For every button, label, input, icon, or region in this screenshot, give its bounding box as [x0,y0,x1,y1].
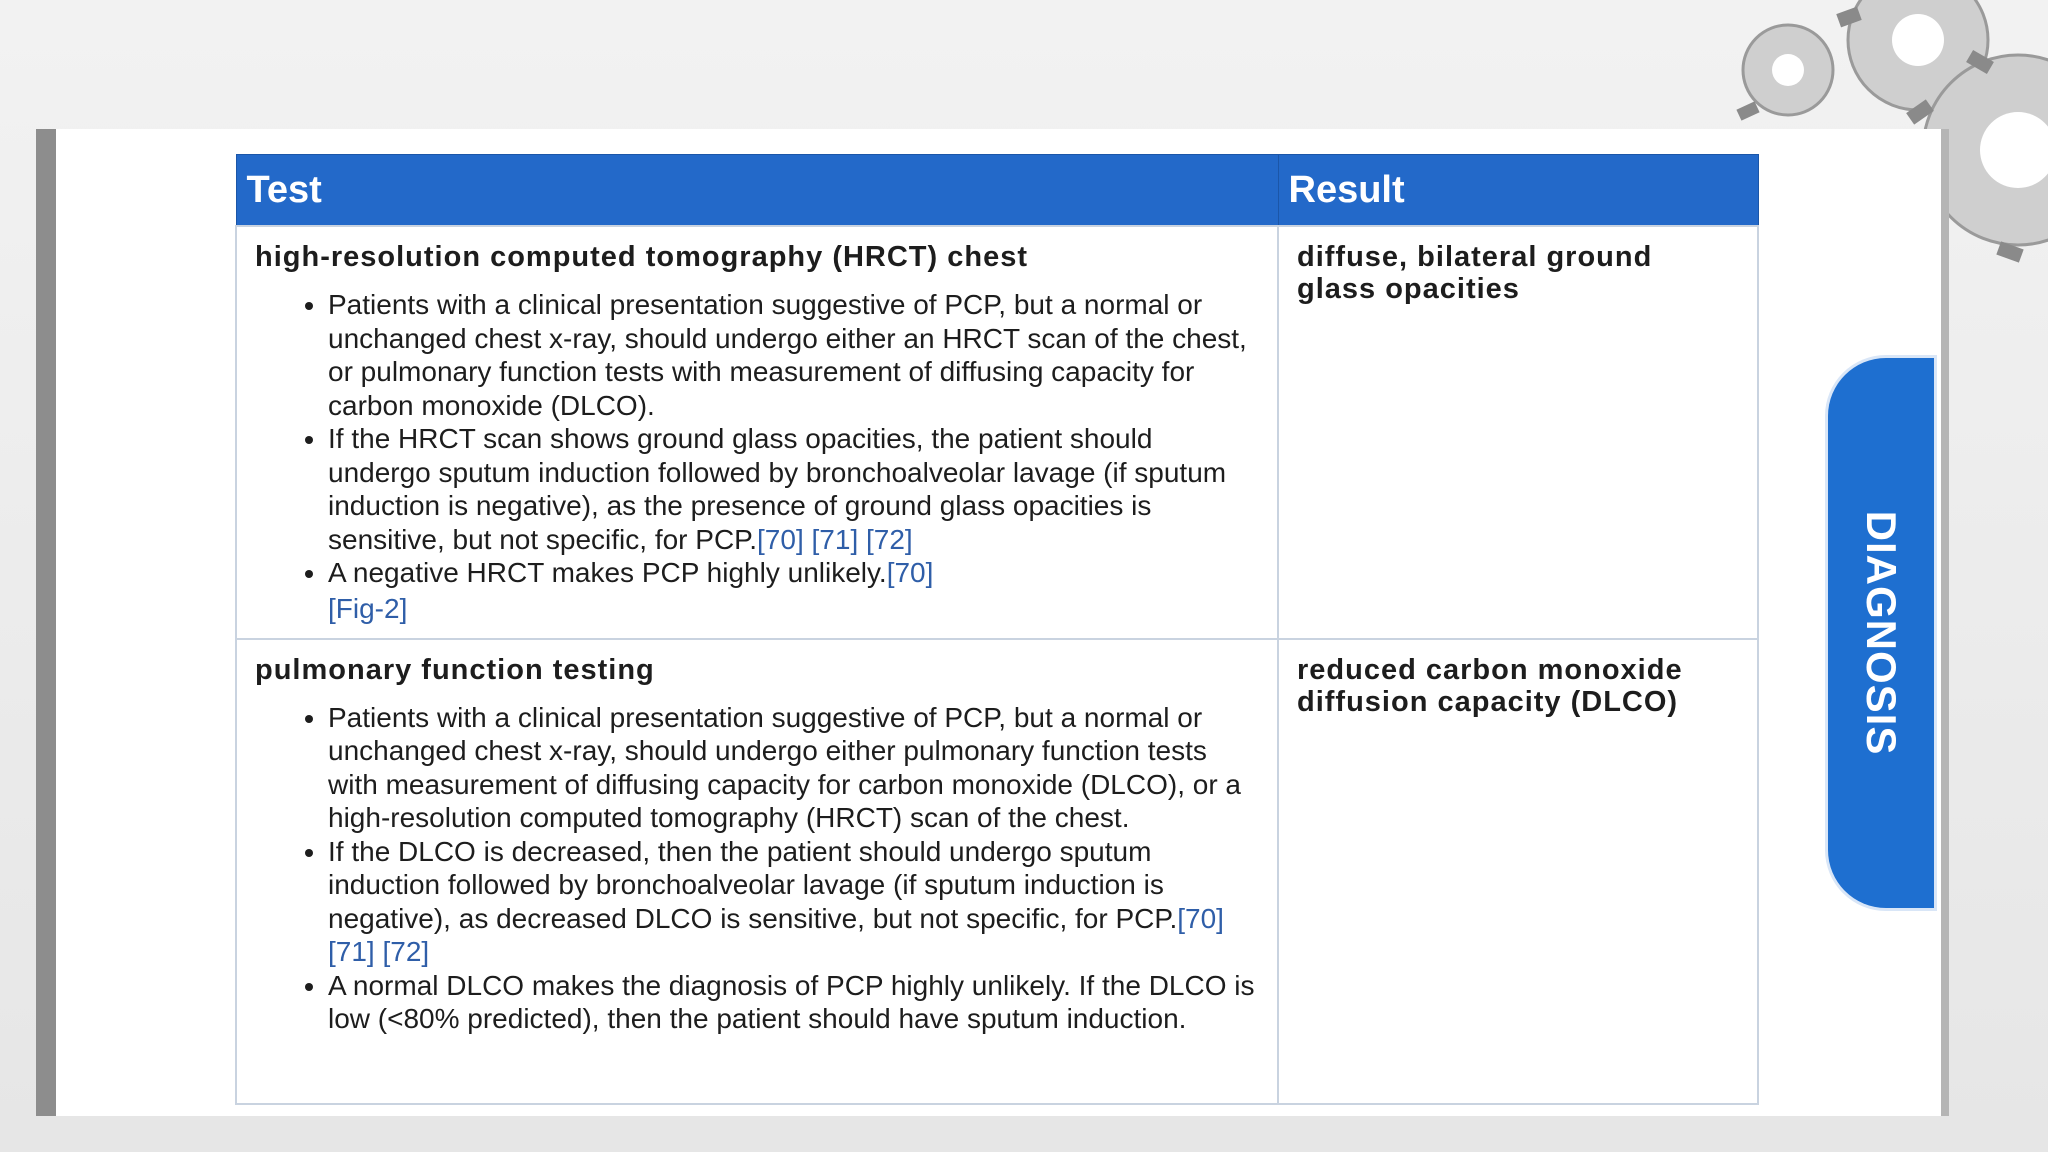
bullet-text: If the HRCT scan shows ground glass opacities, the patient should undergo sputum induction followed by bronchoalveolar lavage (if sputum induction is negative), as the presence of ground glass opacities is sensitive, but not specific, for PCP. [328,423,1227,555]
reference-link[interactable]: [70] [71] [72] [328,902,1224,967]
list-item [328,969,1259,1036]
test-cell [236,226,1278,639]
bullet-list [255,701,1259,1036]
header-result: Result [1278,155,1758,227]
result-cell [1278,226,1758,639]
list-item [328,835,1259,969]
list-item [328,701,1259,835]
result-text: diffuse, bilateral ground glass opacities [1297,241,1653,305]
table-header-row [236,155,1758,227]
bullet-text: A negative HRCT makes PCP highly unlikely. [328,557,887,588]
reference-link[interactable]: [70] [886,557,934,588]
result-text: reduced carbon monoxide diffusion capacity (DLCO) [1297,653,1683,718]
test-title: pulmonary function testing [255,653,655,686]
reference-link[interactable]: [70] [71] [72] [757,523,913,555]
result-cell [1278,639,1758,1104]
header-test: Test [236,155,1278,227]
slide-left-edge [36,129,56,1116]
bullet-text: A normal DLCO makes the diagnosis of PCP highly unlikely. If the DLCO is low (<80% predicted), then the patient should have sputum induction. [328,969,1255,1034]
list-item [328,288,1259,422]
slide-right-edge [1941,129,1949,1116]
figure-reference-link[interactable]: [Fig-2] [328,592,408,624]
test-cell [236,639,1278,1104]
table-row [236,226,1758,639]
list-item [328,556,1259,590]
table-row [236,639,1758,1104]
bullet-text: If the DLCO is decreased, then the patient should undergo sputum induction followed by bronchoalveolar lavage (if sputum induction is negative), as decreased DLCO is sensitive, but not specific, for PCP. [328,835,1178,934]
test-title: high-resolution computed tomography (HRCT) chest [255,241,1028,273]
bullet-text: Patients with a clinical presentation suggestive of PCP, but a normal or unchanged chest x-ray, should undergo either pulmonary function tests with measurement of diffusing capacity for carbon monoxide (DLCO), or a high-resolution computed tomography (HRCT) scan of the chest. [328,701,1242,833]
diagnostic-tests-table [235,154,1757,1105]
bullet-text: Patients with a clinical presentation suggestive of PCP, but a normal or unchanged chest x-ray, should undergo either an HRCT scan of the chest, or pulmonary function tests with measurement of diffusing capacity for carbon monoxide (DLCO). [328,289,1247,421]
list-item [328,422,1259,556]
diagnosis-tab-label: DIAGNOSIS [1858,510,1905,756]
bullet-list [255,288,1259,590]
